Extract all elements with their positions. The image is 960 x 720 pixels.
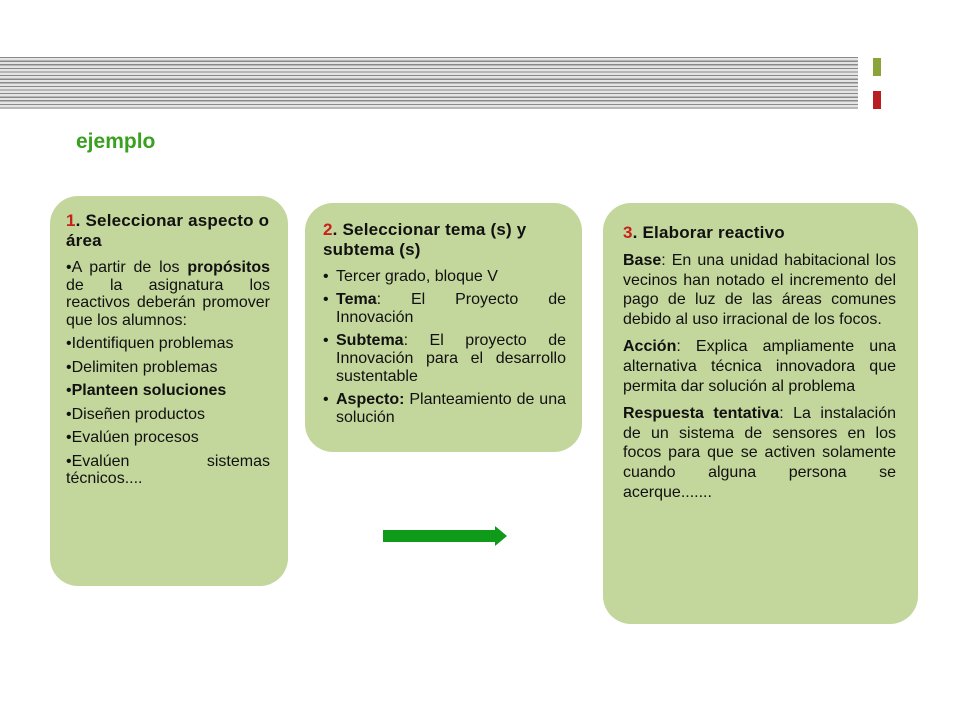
slide-title: ejemplo <box>76 130 156 153</box>
green-marker <box>873 58 881 76</box>
respuesta-paragraph: Respuesta tentativa: La instalación de un sistema de sensores en los focos para que se activen solamente cuando alguna persona se acerque....... <box>623 405 896 501</box>
list-item: • Subtema: El proyecto de Innovación para el desarrollo sustentable <box>323 332 566 386</box>
list-item: •Evalúen sistemas técnicos.... <box>66 452 270 487</box>
red-marker <box>873 91 881 109</box>
step-3-box <box>603 203 918 624</box>
list-item: •Planteen soluciones <box>66 382 227 399</box>
accion-paragraph: Acción: Explica ampliamente una alternativa técnica innovadora que permita dar solución al problema <box>623 338 896 395</box>
list-item: •Diseñen productos <box>66 405 206 423</box>
step-1-intro: •A partir de los propósitos de la asignatura los reactivos deberán promover que los alumnos: <box>66 259 270 329</box>
list-item: •Evalúen procesos <box>66 429 199 446</box>
list-item: •Identifiquen problemas <box>66 335 234 352</box>
header-stripes <box>0 57 858 109</box>
list-item: • Tercer grado, bloque V <box>323 268 566 286</box>
list-item: • Tema: El Proyecto de Innovación <box>323 291 566 327</box>
step-2-box <box>305 203 582 452</box>
list-item: • Aspecto: Planteamiento de una solución <box>323 391 566 427</box>
step-3-heading: 3. Elaborar reactivo <box>623 223 785 242</box>
list-item: •Delimiten problemas <box>66 358 218 376</box>
base-paragraph: Base: En una unidad habitacional los vecinos han notado el incremento del pago de luz de las áreas comunes debido al uso irracional de los focos. <box>623 252 896 328</box>
step-1-box <box>50 196 288 586</box>
step-2-heading: 2. Seleccionar tema (s) y subtema (s) <box>323 220 527 259</box>
step-1-heading: 1. Seleccionar aspecto o área <box>66 211 270 250</box>
arrow-right-icon <box>383 524 507 548</box>
